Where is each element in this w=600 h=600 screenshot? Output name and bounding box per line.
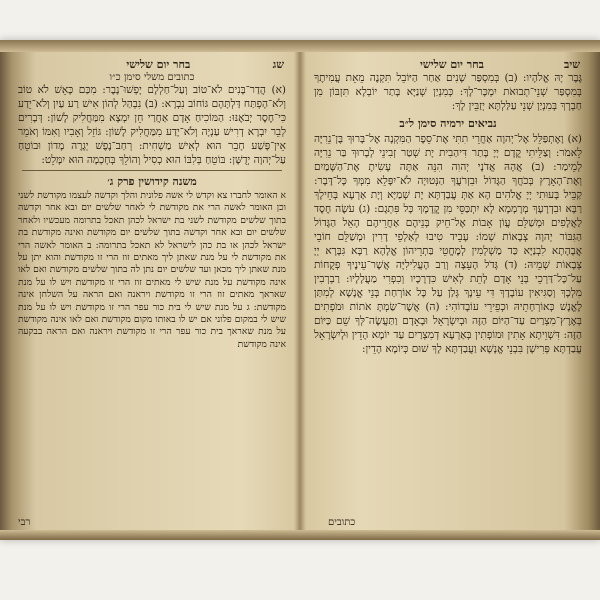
open-book [0,40,600,540]
left-page [12,58,292,528]
left-page-header [12,58,292,71]
left-section-ketuvim: כתובים משלי סימן כ״ו [109,72,195,83]
right-page-header [308,58,588,71]
book-bottom-edge [0,530,600,540]
right-running-head: בחר יום שלישי [420,58,484,71]
left-page-number: שג [272,58,284,71]
right-top-text: גֶּבֶר יָהּ אֱלֹהָיו: (ב) בְּמִסְפַּר שָׁנִים אַחַר הַיּוֹבֵל תִּקְנֶה מֵאֵת עֲמִיתֶךָ בְּמִסְפַּר שְׁנֵי־תְבוּאֹת יִמְכָּר־לָךְ: כְּמִנְיַן שְׁנַיָּא בָּתַר יוֹבְלָא תִּזְבּוֹן מִן חַבְרָךְ בְּמִנְיַן שְׁנֵי עַלַּלְתָּא יְזַבֵּין לָךְ: [314,72,582,112]
neviim-text: (א) וָאֶתְפַּלֵּל אֶל־יְהוָה אַחֲרֵי תִתִּי אֶת־סֵפֶר הַמִּקְנָה אֶל־בָּרוּךְ בֶּן־נֵרִיָּה לֵאמֹר: וְצַלֵּיתִי קֳדָם יְיָ בָּתַר דִּיהַבִית יָת שְׁטַר זְבִינֵי לְבָרוּךְ בַּר נֵרִיָּה לְמֵימַר: (ב) אֲהָהּ אֲדֹנָי יְהוִה הִנֵּה אַתָּה עָשִׂיתָ אֶת־הַשָּׁמַיִם וְאֶת־הָאָרֶץ בְּכֹחֲךָ הַגָּדוֹל וּבִזְרֹעֲךָ הַנְּטוּיָה לֹא־יִפָּלֵא מִמְּךָ כָּל־דָּבָר: קַבֵּיל בָּעוּתִי יְיָ אֱלֹהִים הָא אַתְּ עֲבַדְתָּא יָת שְׁמַיָּא וְיָת אַרְעָא בְּחֵילָךְ רַבָּא וּבִדְרָעָךְ מְרָמְמָא לָא יִתְכַּסֵּי מִן קֳדָמָךְ כָּל פִּתְגָם: (ג) עֹשֶׂה חֶסֶד לַאֲלָפִים וּמְשַׁלֵּם עֲוֹן אָבוֹת אֶל־חֵיק בְּנֵיהֶם אַחֲרֵיהֶם הָאֵל הַגָּדוֹל הַגִּבּוֹר יְהוָה צְבָאוֹת שְׁמוֹ: עָבֵיד טִיבוּ לְאַלְפֵי דָרִין וּמְשַׁלֵּם חוֹבֵי אֲבָהָתָא לִבְנַיָּא כַּד מַשְׁלְמִין לְמֶחֱטֵי בַּתְרֵיהוֹן אֱלָהָא רַבָּא גִּבָּרָא יְיָ צְבָאוֹת שְׁמֵיהּ: (ד) גְּדֹל הָעֵצָה וְרַב הָעֲלִילִיָּה אֲשֶׁר־עֵינֶיךָ פְקֻחוֹת עַל־כָּל־דַּרְכֵי בְּנֵי אָדָם לָתֵת לְאִישׁ כִּדְרָכָיו וְכִפְרִי מַעֲלָלָיו: רַבְרְבִין מִלְכָךְ וְסַגִּיאִין עוֹבָדָךְ דִּי עֵינָךְ גְּלַן עַל כָּל אוֹרְחַת בְּנֵי אֱנָשָׁא לְמִתַּן לֶאֱנָשׁ כְּאוֹרְחָתֵיהּ וּכְפֵירֵי עוֹבָדוֹהִי: (ה) אֲשֶׁר־שַׂמְתָּ אֹתוֹת וּמֹפְתִים בְּאֶרֶץ־מִצְרַיִם עַד־הַיּוֹם הַזֶּה וּבְיִשְׂרָאֵל וּבָאָדָם וַתַּעֲשֶׂה־לְּךָ שֵׁם כַּיּוֹם הַזֶּה: דִּשְׁוֵיתָא אָתִין וּמוֹפְתִין בְּאַרְעָא דְמִצְרַיִם עַד יוֹמָא הָדֵין וּלְיִשְׂרָאֵל עֲבַדְתָּא פְּרִישָׁן בִּבְנֵי אֱנָשָׁא וַעֲבַדְתָּא לָךְ שׁוּם כְּיוֹמָא הָדֵין: [314,133,582,355]
mishna-text: א האומר לחברו צא וקדש לי אשה פלונית והלך וקדשה לעצמו מקודשת לשני וכן האומר לאשה הרי את מקודשת לי לאחר שלשים יום ובא אחר וקדשה בתוך שלשים מקודשת לשני בת ישראל לכהן תאכל בתרומה מעכשיו ולאחר שלשים יום ובא אחר וקדשה בתוך שלשים יום מקודשת ואינה מקודשת בת ישראל לכהן או בת כהן לישראל לא תאכל בתרומה: ב האומר לאשה הרי את מקודשת לי על מנת שאתן ליך מאתים זוז הרי זו מקודשת והוא יתן על מנת שאתן ליך מכאן ועד שלשים יום נתן לה בתוך שלשים מקודשת ואם לאו אינה מקודשת על מנת שיש לי מאתים זוז הרי זו מקודשת ויש לו על מנת שאראך מאתים זוז הרי זו מקודשת ויראנה ואם הראה על השלחן אינה מקודשת: ג על מנת שיש לי בית כור עפר הרי זו מקודשת ויש לו על מנת שיש לי במקום פלוני אם יש לו באותו מקום מקודשת ואם לאו אינה מקודשת על מנת שאראך בית כור עפר הרי זו מקודשת ויראנה ואם הראה בבקעה אינה מקודשת [18,190,286,350]
right-page-number: שיב [564,58,580,71]
book-top-edge [0,40,600,52]
ketuvim-text: (א) הֲדַר־בָּנִים לֹא־טוֹב וְעַל־חַלְלָם יָפְשׁוּ־נָבֶר: מִכַּם כָּאֵשׁ לֹא טוֹב וְלֹא־הָפְתַּח דַּלְתָּהָם גּוֹחוֹב נִבְרָא: (ב) נִבְהַל לְהוֹן אִישׁ רַע עַיִן וְלֹא־יֵדַע כִּי־חֶסֶר יְבֹאֶנּוּ: הַמּוֹכִיחַ אָדָם אַחֲרַי חֵן יִמְצָא מִמַּחֲלִיק לָשׁוֹן: דְּבָרִים לְבֵר יִבְרָא דְרִישׁ עַנְיָה וְלֹא־יָדַע מִמַּחֲלִיק לָשׁוֹן: גּוֹזֵל וְאָבִיו וְאִמּוֹ וְאֹמֵר אֵין־פָּשַׁע חָבֵר הוּא לְאִישׁ מַשְׁחִית: רְחַב־נֶפֶשׁ יְגָרֶה מָדוֹן וּבוֹטֵחַ עַל־יְהוָה יְדֻשָּׁן: בּוֹטֵחַ בְּלִבּוֹ הוּא כְסִיל וְהוֹלֵךְ בְּחָכְמָה הוּא יִמָּלֵט: [18,84,286,166]
left-running-head: בחר יום שלישי [126,58,191,71]
left-section-mishna: משנה קידושין פרק ג׳ [107,175,197,188]
right-catchword: כתובים [328,517,356,528]
section-divider [22,170,282,171]
header-spacer [316,58,340,71]
right-section-neviim: נביאים ירמיה סימן ל״ב [399,117,497,130]
right-page [308,58,588,528]
header-spacer [20,58,44,71]
left-catchword: רבי [18,517,31,528]
